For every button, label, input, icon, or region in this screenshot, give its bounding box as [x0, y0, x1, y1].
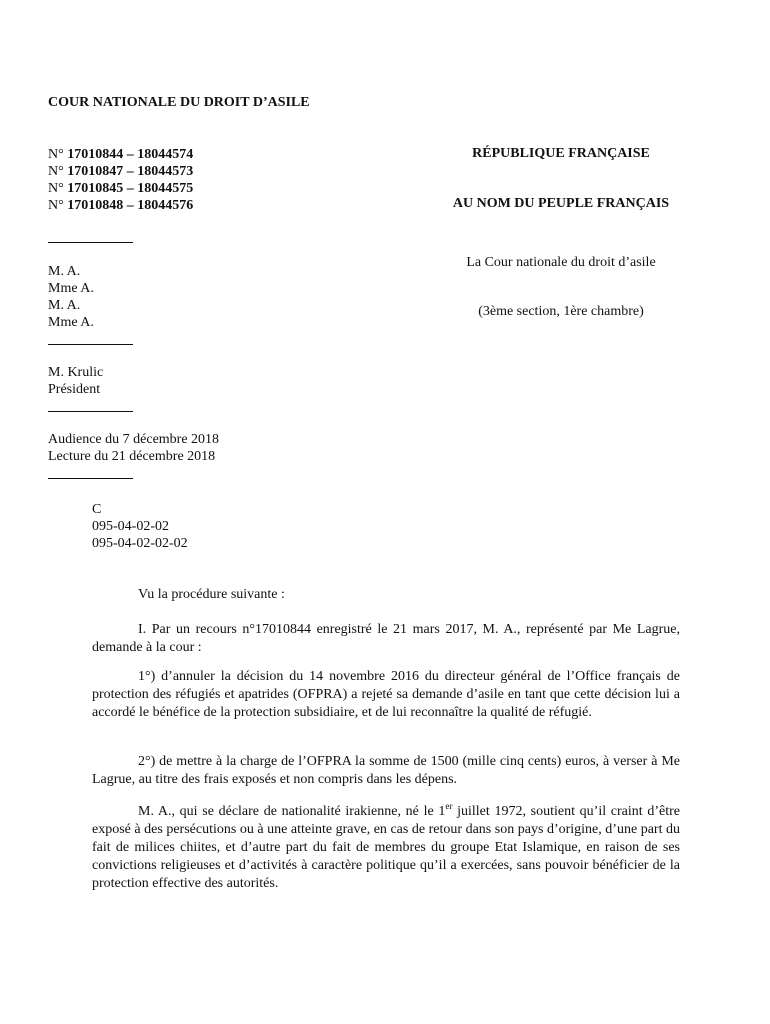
paragraph-request-2: 2°) de mettre à la charge de l’OFPRA la somme de 1500 (mille cinq cents) euros, à verser à Me Lagrue, au titre des frais exposés et non compris dans les dépens. [92, 754, 680, 787]
case-number: N° 17010848 – 18044576 [48, 198, 194, 213]
paragraph-request-1: 1°) d’annuler la décision du 14 novembre 2016 du directeur général de l’Office français de protection des réfugiés et apatrides (OFPRA) a rejeté sa demande d’asile en tant que cette décision lui a accordé le bénéfice de la protection subsidiaire, et de lui reconnaître la qualité de réfugié. [92, 669, 680, 720]
president-title: Président [48, 382, 101, 397]
party-name: Mme A. [48, 281, 94, 296]
audience-date: Audience du 7 décembre 2018 [48, 432, 220, 447]
divider [48, 242, 133, 243]
party-name: M. A. [48, 298, 81, 313]
classification-code: C [92, 502, 102, 517]
case-number: N° 17010845 – 18044575 [48, 181, 194, 196]
divider [48, 411, 133, 412]
party-name: M. A. [48, 264, 81, 279]
case-numbers [48, 146, 193, 214]
hearing-dates [48, 431, 219, 465]
lecture-date: Lecture du 21 décembre 2018 [48, 449, 216, 464]
section-label: (3ème section, 1ère chambre) [478, 304, 644, 319]
divider [48, 344, 133, 345]
president-name: M. Krulic [48, 365, 104, 380]
case-number: N° 17010847 – 18044573 [48, 164, 194, 179]
classification-code: 095-04-02-02-02 [92, 536, 188, 551]
procedure-intro: Vu la procédure suivante : [138, 587, 285, 602]
classification-code: 095-04-02-02 [92, 519, 169, 534]
parties-list [48, 263, 94, 331]
president-block [48, 364, 103, 398]
divider [48, 478, 133, 479]
court-title: COUR NATIONALE DU DROIT D’ASILE [48, 95, 310, 110]
court-name: La Cour nationale du droit d’asile [466, 255, 656, 270]
party-name: Mme A. [48, 315, 94, 330]
case-number: N° 17010844 – 18044574 [48, 147, 194, 162]
classification-codes [92, 501, 188, 552]
paragraph-claims: M. A., qui se déclare de nationalité irakienne, né le 1er juillet 1972, soutient qu’il craint d’être exposé à des persécutions ou à une atteinte grave, en cas de retour dans son pays d’origine, d’une part du fait de milices chiites, et d’autre part du fait de membres du groupe Etat Islamique, en raison de ses convictions religieuses et d’activités à caractère politique qu’il a exercées, sans pouvoir bénéficier de la protection effective des autorités. [92, 801, 680, 891]
paragraph-recours: I. Par un recours n°17010844 enregistré le 21 mars 2017, M. A., représenté par Me Lagrue, demande à la cour : [92, 622, 680, 655]
republic-heading: RÉPUBLIQUE FRANÇAISE [472, 146, 650, 161]
people-heading: AU NOM DU PEUPLE FRANÇAIS [452, 196, 670, 211]
